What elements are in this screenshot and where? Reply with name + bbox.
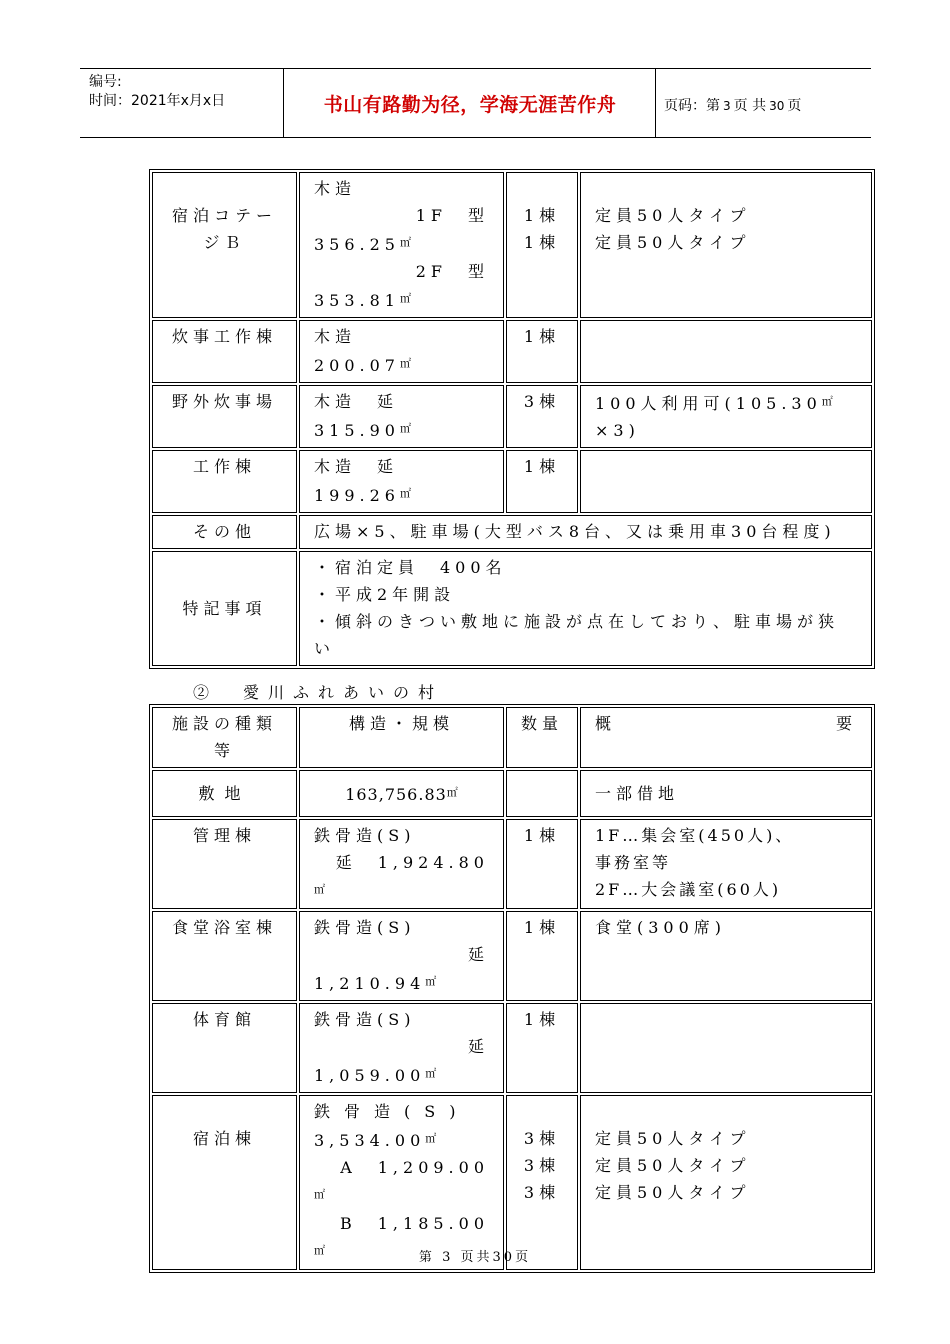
facility-name: 工作棟 [192,457,256,476]
structure-line: 木造 延 [314,392,399,411]
facility-name: 野外炊事場 [171,392,277,411]
table-row [152,819,872,909]
summary-line: 定員50人タイプ [595,1156,751,1175]
structure-line: 延 1,924.80 [335,853,489,872]
footer-prefix: 第 [418,1250,435,1265]
structure-cell [299,1095,504,1270]
header-type: 施設の種類等 [152,707,297,768]
square-meter-unit: ㎡ [314,1188,325,1201]
footer-current: 3 [442,1250,454,1265]
structure-line: 2F 型 [415,262,489,281]
footer-suffix: 页 [515,1250,532,1265]
table-row [152,1003,872,1093]
summary-line: 食堂(300席) [595,918,727,937]
facility-name: 宿泊棟 [192,1129,256,1148]
square-meter-unit: ㎡ [425,975,437,988]
square-meter-unit: ㎡ [399,357,411,370]
summary-line: 事務室等 [595,853,672,872]
structure-line: 356.25㎡ [314,235,411,254]
table-row [152,172,872,318]
facility-name: 体育館 [192,1010,256,1029]
structure-line: 鉄骨造(S) [314,1102,470,1121]
notes-label: 特記事項 [182,598,267,618]
structure-line: 199.26㎡ [314,486,411,505]
note-item: ・傾斜のきつい敷地に施設が点在しており、駐車場が狭い [314,612,840,658]
structure-line: 163,756.83㎡ [345,785,458,804]
facility-name-cell [152,911,297,1001]
summary-cell [580,450,872,513]
quantity-cell [506,911,578,1001]
quantity-line: 1棟 [523,826,561,845]
page-footer [0,1246,950,1265]
square-meter-unit: ㎡ [821,395,833,408]
quantity-line: 1棟 [523,457,561,476]
summary-line: 1F…集会室(450人)、 [595,826,795,845]
other-label-cell [152,515,297,549]
facility-name: 宿泊コテージＢ [171,206,277,252]
quantity-line: 3棟 [523,392,561,411]
structure-line: 1,059.00㎡ [314,1066,437,1085]
table-row [152,320,872,383]
table-row [152,1095,872,1270]
summary-line: 定員50人タイプ [595,1183,751,1202]
square-meter-unit: ㎡ [314,1244,325,1257]
structure-line: 鉄骨造(S) [314,918,416,937]
header-divider [655,69,656,137]
structure-cell [299,819,504,909]
other-text: 広場×5、駐車場(大型バス8台、又は乗用車30台程度) [314,522,836,541]
header-summary-text [595,710,857,737]
square-meter-unit: ㎡ [399,236,411,249]
structure-cell [299,450,504,513]
facility-name: 敷地 [198,783,251,803]
summary-cell [580,819,872,909]
page-prefix: 页码：第 [664,98,720,114]
summary-cell [580,770,872,817]
other-label: その他 [192,522,256,541]
structure-line: 3,534.00㎡ [314,1131,437,1150]
table-row [152,911,872,1001]
header-quantity: 数量 [506,707,578,768]
structure-cell [299,385,504,448]
table-row [152,770,872,817]
summary-cell [580,385,872,448]
page-suffix: 页 [787,98,802,114]
facility-name-cell [152,819,297,909]
structure-line: A 1,209.00 [340,1158,489,1177]
facility-name: 炊事工作棟 [171,327,277,346]
table-row [152,551,872,666]
summary-line: 定員50人タイプ [595,1129,751,1148]
structure-cell [299,911,504,1001]
summary-line: 一部借地 [595,783,680,803]
header-motto: 书山有路勤为径，学海无涯苦作舟 [323,93,617,116]
quantity-cell [506,450,578,513]
footer-middle: 页共 [460,1250,493,1265]
quantity-line: 1棟 [523,327,561,346]
quantity-cell [506,172,578,318]
facility-name-cell [152,770,297,817]
structure-line: 鉄骨造(S) [314,826,416,845]
structure-cell [299,770,504,817]
footer-total: 30 [492,1250,516,1265]
structure-line: 315.90㎡ [314,421,411,440]
structure-line [314,1181,489,1210]
facility-table-2 [149,704,875,1273]
header-structure: 構造・規模 [299,707,504,768]
facility-name-cell [152,172,297,318]
quantity-cell [506,1095,578,1270]
structure-line: 1F 型 [415,206,489,225]
structure-line: 延 [467,945,489,964]
structure-line: 1,210.94㎡ [314,974,437,993]
square-meter-unit: ㎡ [399,292,411,305]
page-middle: 页 共 [733,98,767,114]
quantity-cell [506,819,578,909]
header-summary-char: 概 [595,714,617,733]
structure-line: 鉄骨造(S) [314,1010,416,1029]
page-header [80,68,871,138]
quantity-line: 1棟 [523,918,561,937]
page-total: 30 [769,99,785,113]
header-meta [89,73,225,111]
structure-line: 木造 延 [314,457,399,476]
quantity-line: 3棟 [523,1129,561,1148]
quantity-cell [506,770,578,817]
structure-line: 木造 [314,179,357,198]
table-row [152,450,872,513]
summary-line: 定員50人タイプ [595,233,751,252]
summary-cell [580,1003,872,1093]
notes-cell [299,551,872,666]
structure-cell [299,320,504,383]
square-meter-unit: ㎡ [399,422,411,435]
quantity-cell [506,320,578,383]
quantity-line: 1棟 [523,206,561,225]
square-meter-unit: ㎡ [446,786,458,799]
document-time: 时间：2021年x月x日 [89,93,226,109]
facility-name-cell [152,1003,297,1093]
quantity-line: 1棟 [523,233,561,252]
table-row [152,385,872,448]
facility-name: 管理棟 [192,826,256,845]
page-current: 3 [723,99,731,113]
facility-table-1 [149,169,875,669]
header-summary-char: 要 [835,714,857,733]
structure-line: 延 [467,1037,489,1056]
structure-line: 木造 [314,327,357,346]
structure-cell [299,172,504,318]
square-meter-unit: ㎡ [314,883,325,896]
quantity-line: 3棟 [523,1156,561,1175]
facility-name-cell [152,1095,297,1270]
square-meter-unit: ㎡ [399,487,411,500]
note-item: ・宿泊定員 400名 [314,558,507,577]
quantity-line: 1棟 [523,1010,561,1029]
summary-cell [580,1095,872,1270]
summary-line: 2F…大会議室(60人) [595,880,782,899]
summary-line: 定員50人タイプ [595,206,751,225]
summary-cell [580,911,872,1001]
facility-name-cell [152,450,297,513]
quantity-cell [506,385,578,448]
note-item: ・平成2年開設 [314,585,456,604]
section-title: ② 愛川ふれあいの村 [193,683,444,702]
header-summary [580,707,872,768]
facility-name-cell [152,385,297,448]
structure-line: 200.07㎡ [314,356,411,375]
summary-cell [580,172,872,318]
summary-line: 100人利用可(105.30㎡×3) [595,394,833,440]
other-text-cell [299,515,872,549]
structure-cell [299,1003,504,1093]
quantity-line: 3棟 [523,1183,561,1202]
structure-line: 353.81㎡ [314,291,411,310]
header-page-info [664,95,801,115]
facility-name: 食堂浴室棟 [171,918,277,937]
square-meter-unit: ㎡ [425,1067,437,1080]
structure-line: B 1,185.00 [339,1214,489,1233]
quantity-cell [506,1003,578,1093]
table-row [152,515,872,549]
structure-line [314,876,489,905]
notes-label-cell [152,551,297,666]
document-number: 编号: [89,74,122,90]
facility-name-cell [152,320,297,383]
table-header-row [152,707,872,768]
square-meter-unit: ㎡ [425,1132,437,1145]
summary-cell [580,320,872,383]
